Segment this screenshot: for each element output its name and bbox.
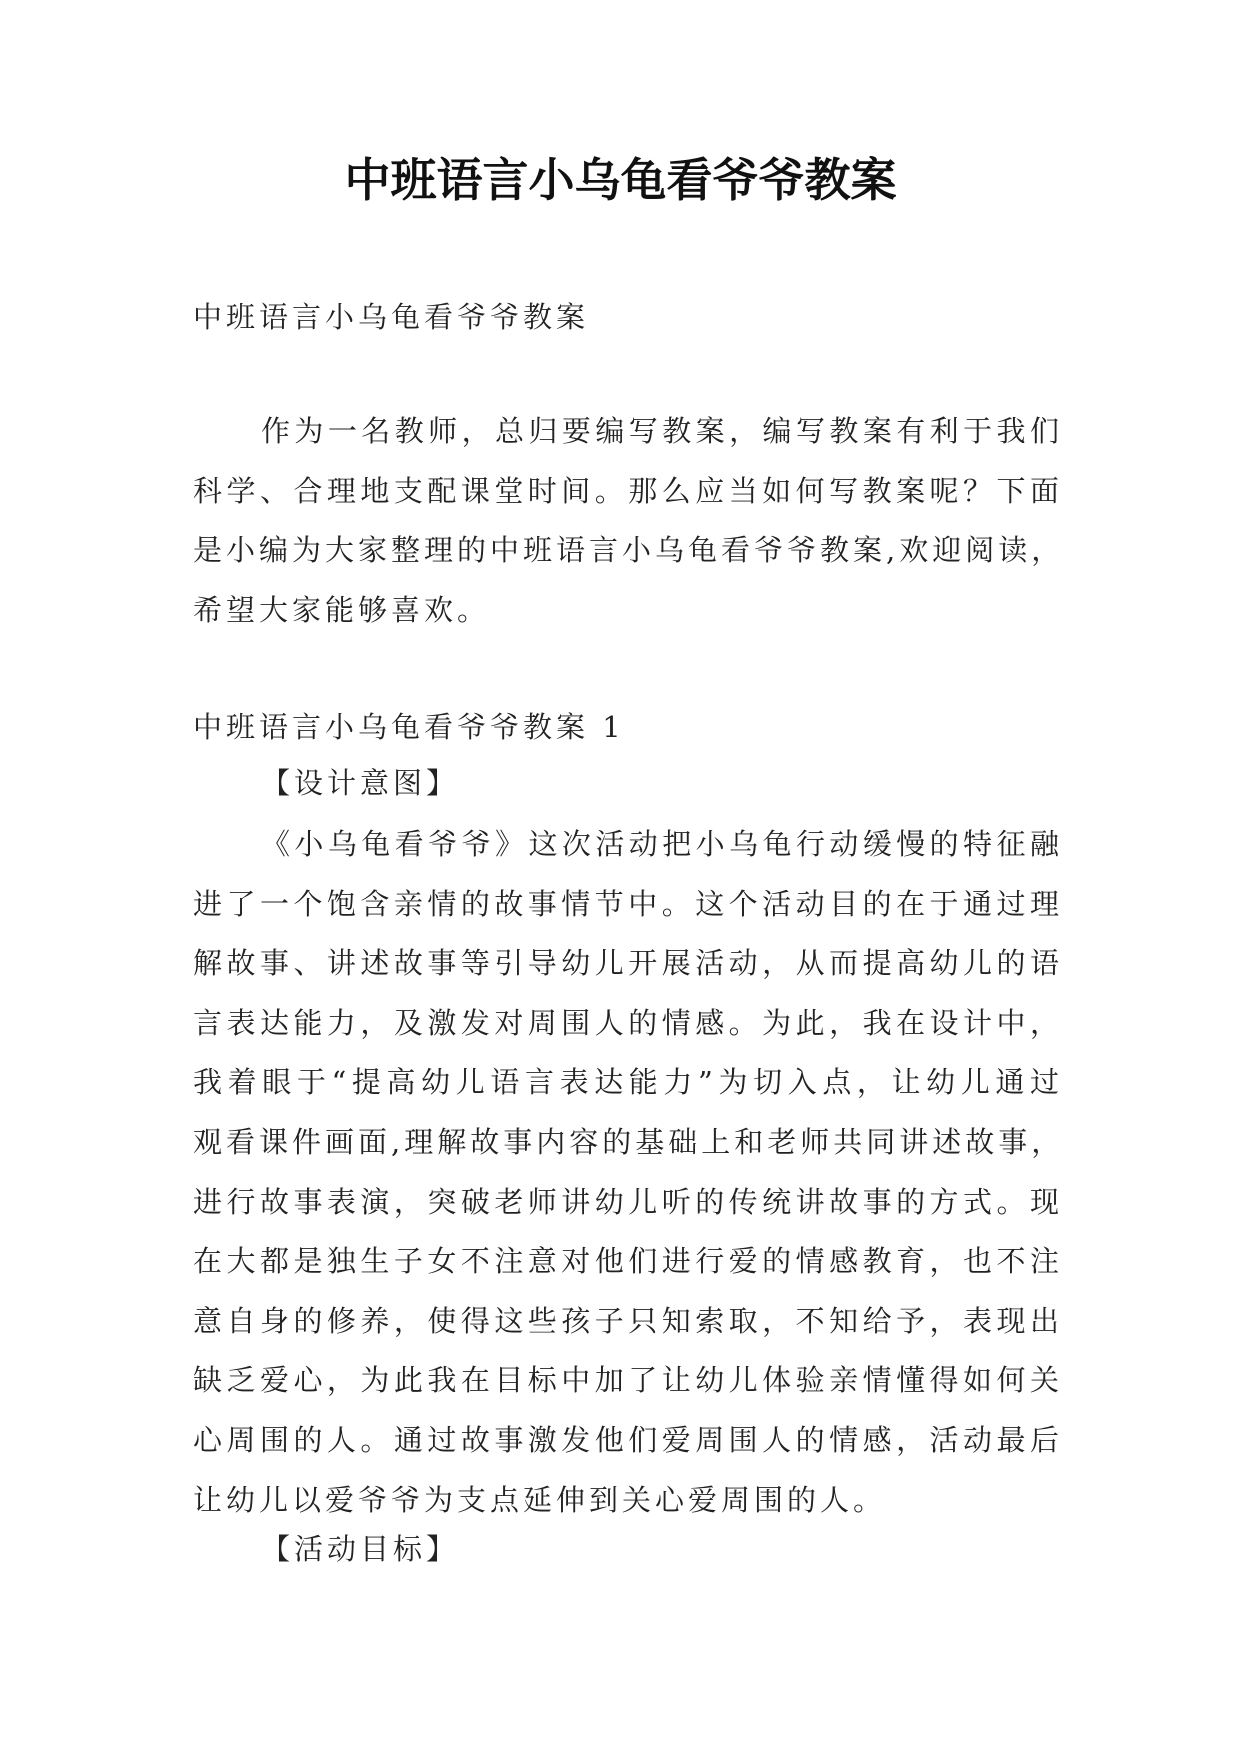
- goals-heading-block: [193, 1520, 1063, 1580]
- design-intent-line: 进行故事表演，突破老师讲幼儿听的传统讲故事的方式。现: [193, 1184, 1063, 1219]
- goals-heading: 【活动目标】: [261, 1532, 460, 1566]
- document-title: 中班语言小乌龟看爷爷教案: [344, 153, 897, 207]
- design-intent-line: 进了一个饱含亲情的故事情节中。这个活动目的在于通过理: [193, 886, 1063, 921]
- design-intent-line: 让幼儿以爱爷爷为支点延伸到关心爱周围的人。: [193, 1482, 887, 1517]
- design-intent-line: 意自身的修养，使得这些孩子只知索取，不知给予，表现出: [193, 1303, 1063, 1338]
- intro-line: 科学、合理地支配课堂时间。那么应当如何写教案呢？下面: [193, 473, 1063, 508]
- section-heading: 中班语言小乌龟看爷爷教案 1: [193, 710, 625, 744]
- design-intent-line: 解故事、讲述故事等引导幼儿开展活动，从而提高幼儿的语: [193, 946, 1063, 981]
- intro-line: 希望大家能够喜欢。: [193, 592, 491, 627]
- document-subtitle: 中班语言小乌龟看爷爷教案: [193, 300, 590, 334]
- design-intent-heading-block: [193, 754, 1063, 814]
- document-subtitle-block: [193, 288, 1063, 348]
- intro-line: 是小编为大家整理的中班语言小乌龟看爷爷教案,欢迎阅读，: [193, 533, 1065, 568]
- intro-line: 作为一名教师，总归要编写教案，编写教案有利于我们: [261, 414, 1063, 448]
- design-intent-line: 我着眼于“提高幼儿语言表达能力”为切入点，让幼儿通过: [193, 1065, 1063, 1100]
- design-intent-line: 缺乏爱心，为此我在目标中加了让幼儿体验亲情懂得如何关: [193, 1363, 1063, 1398]
- intro-paragraph: [193, 402, 1063, 640]
- design-intent-line: 在大都是独生子女不注意对他们进行爱的情感教育，也不注: [193, 1244, 1063, 1279]
- section-heading-block: [193, 698, 1063, 758]
- design-intent-paragraph: [193, 815, 1063, 1530]
- design-intent-line: 心周围的人。通过故事激发他们爱周围人的情感，活动最后: [193, 1422, 1063, 1457]
- design-intent-line: 观看课件画面,理解故事内容的基础上和老师共同讲述故事，: [193, 1124, 1065, 1159]
- design-intent-line: 《小乌龟看爷爷》这次活动把小乌龟行动缓慢的特征融: [261, 827, 1063, 861]
- design-intent-heading: 【设计意图】: [261, 766, 460, 800]
- design-intent-line: 言表达能力，及激发对周围人的情感。为此，我在设计中，: [193, 1005, 1063, 1040]
